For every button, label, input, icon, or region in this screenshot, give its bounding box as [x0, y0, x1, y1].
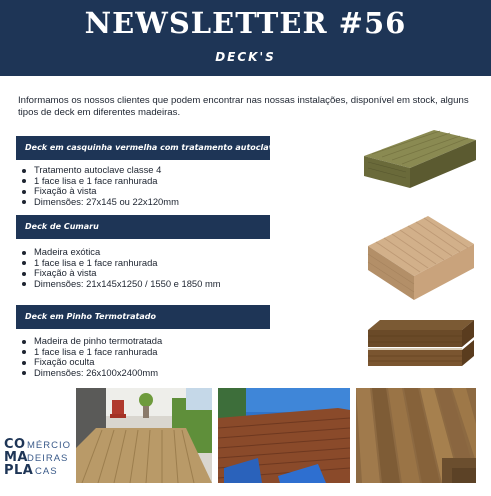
list-item: 1 face lisa e 1 face ranhurada	[22, 176, 179, 187]
casquinha-board-image	[362, 126, 478, 192]
section-bullets-casquinha	[22, 165, 179, 207]
section-title-cumaru: Deck de Cumaru	[16, 215, 270, 239]
intro-text: Informamos os nossos clientes que podem encontrar nas nossas instalações, disponível em stock, alguns tipos de deck em diferentes madeiras.	[18, 95, 469, 118]
cumaru-boards-image	[366, 214, 476, 302]
section-bullets-cumaru	[22, 247, 221, 289]
header-banner	[0, 0, 491, 76]
list-item: Fixação à vista	[22, 268, 221, 279]
logo-cas: CAS	[35, 466, 58, 477]
list-item: Tratamento autoclave classe 4	[22, 165, 179, 176]
list-item: Dimensões: 26x100x2400mm	[22, 368, 162, 379]
section-title-casquinha: Deck em casquinha vermelha com tratamento autoclave	[16, 136, 270, 160]
logo-deiras: DEIRAS	[27, 453, 69, 464]
logo-ma: MA	[4, 450, 28, 465]
pinho-termotratado-image	[366, 318, 476, 368]
list-item: Madeira exótica	[22, 247, 221, 258]
deck-boards-closeup-photo	[356, 388, 476, 483]
logo-pla: PLA	[4, 463, 34, 478]
deck-pool-photo	[218, 388, 350, 483]
company-logo	[4, 438, 84, 488]
deck-garden-photo	[76, 388, 212, 483]
newsletter-title: NEWSLETTER #56	[84, 6, 407, 40]
list-item: Dimensões: 27x145 ou 22x120mm	[22, 197, 179, 208]
logo-co: CO	[4, 437, 26, 452]
section-bullets-pinho	[22, 336, 162, 378]
list-item: 1 face lisa e 1 face ranhurada	[22, 347, 162, 358]
logo-mercio: MÉRCIO	[27, 440, 71, 451]
list-item: Fixação oculta	[22, 357, 162, 368]
list-item: Madeira de pinho termotratada	[22, 336, 162, 347]
section-title-pinho: Deck em Pinho Termotratado	[16, 305, 270, 329]
list-item: 1 face lisa e 1 face ranhurada	[22, 258, 221, 269]
list-item: Fixação à vista	[22, 186, 179, 197]
list-item: Dimensões: 21x145x1250 / 1550 e 1850 mm	[22, 279, 221, 290]
newsletter-subtitle: DECK'S	[215, 50, 276, 64]
